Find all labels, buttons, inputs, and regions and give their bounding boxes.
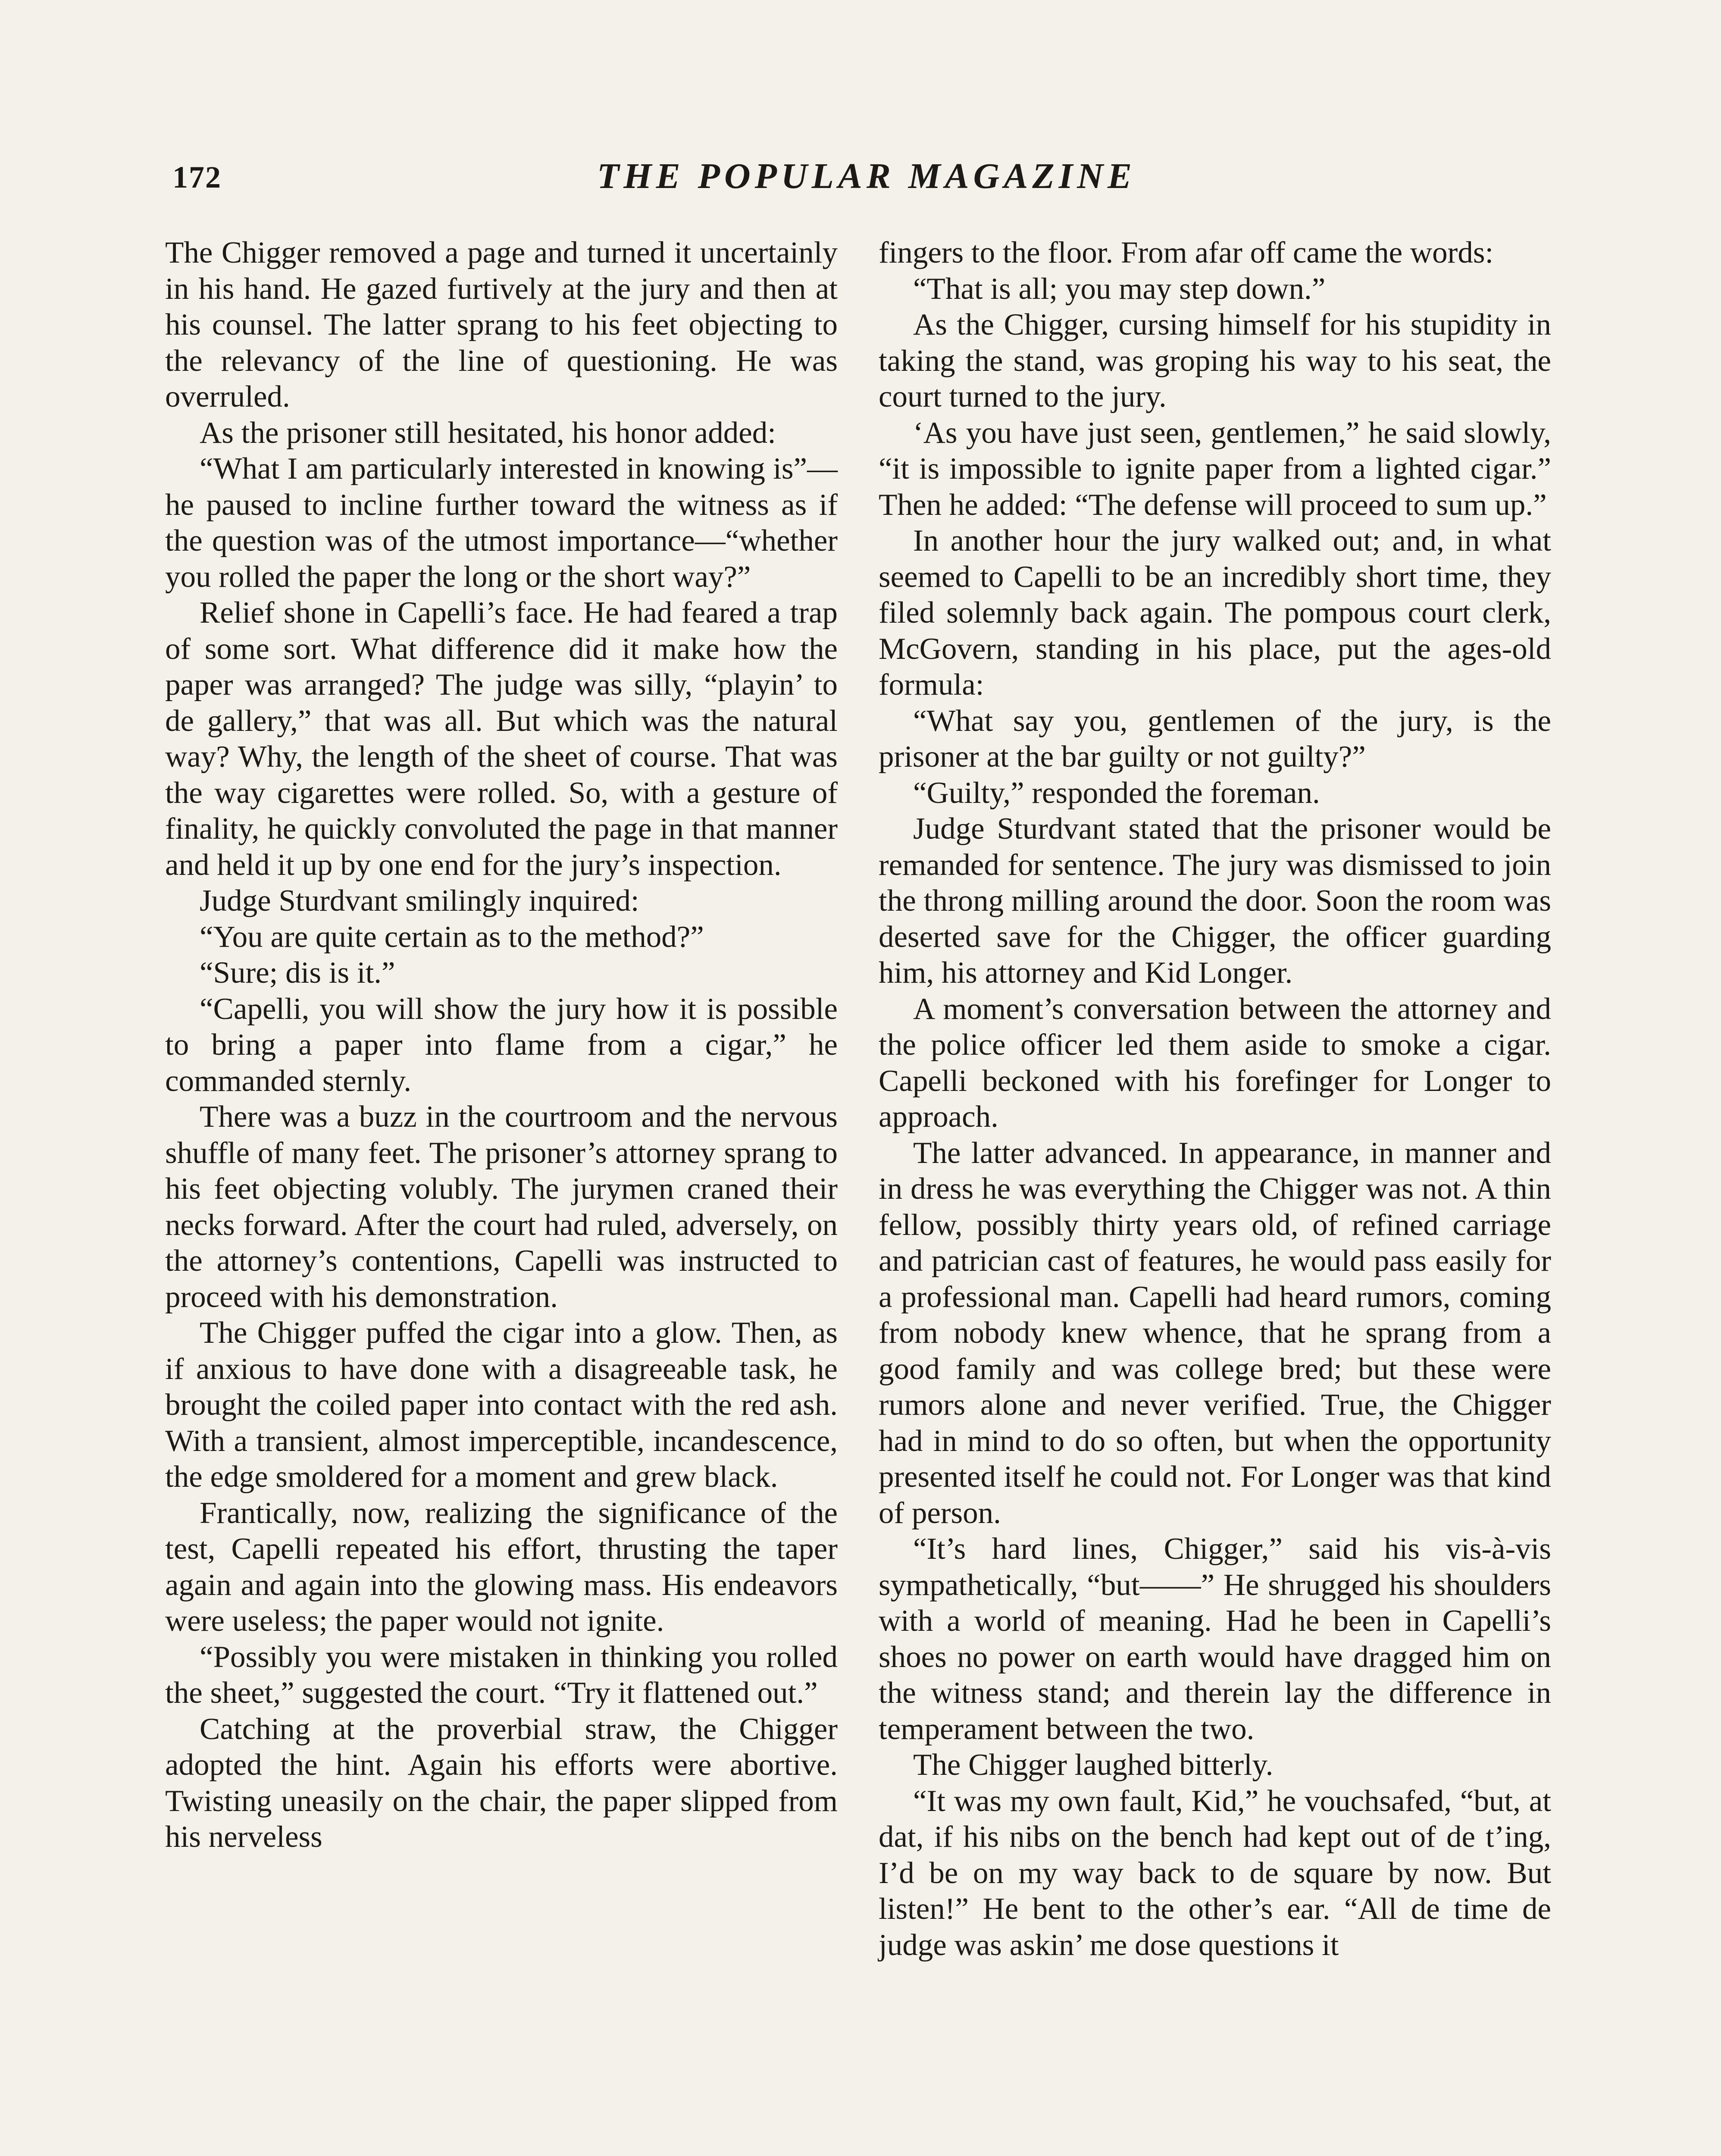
paragraph: “Possibly you were mistaken in thinking you rolled the sheet,” suggested the court. “Try it flattened out.”	[165, 1640, 838, 1710]
paragraph: As the prisoner still hesitated, his honor added:	[200, 416, 776, 450]
paragraph: “You are quite certain as to the method?”	[200, 920, 704, 954]
paragraph: The latter advanced. In appearance, in manner and in dress he was everything the Chigger was not. A thin fellow, possibly thirty years old, of refined carriage and patrician cast of features, he would pass easily for a professional man. Capelli had heard rumors, coming from nobody knew whence, that he sprang from a good family and was college bred; but these were rumors alone and never verified. True, the Chigger had in mind to do so often, but when the opportunity presented itself he could not. For Longer was that kind of person.	[879, 1136, 1551, 1530]
left-column	[165, 235, 838, 1855]
paragraph: Catching at the proverbial straw, the Chigger adopted the hint. Again his efforts were abortive. Twisting uneasily on the chair, the paper slipped from his nerveless	[165, 1712, 838, 1854]
right-column	[879, 235, 1551, 1963]
paragraph: ‘As you have just seen, gentlemen,” he said slowly, “it is impossible to ignite paper from a lighted cigar.” Then he added: “The defense will proceed to sum up.”	[879, 416, 1551, 522]
paragraph: “Sure; dis is it.”	[200, 956, 395, 990]
paragraph: Judge Sturdvant stated that the prisoner would be remanded for sentence. The jury was dismissed to join the throng milling around the door. Soon the room was deserted save for the Chigger, the officer guarding him, his attorney and Kid Longer.	[879, 812, 1551, 990]
running-title: THE POPULAR MAGAZINE	[597, 156, 1136, 196]
paragraph: Relief shone in Capelli’s face. He had feared a trap of some sort. What difference did it make how the paper was arranged? The judge was silly, “playin’ to de gallery,” that was all. But which was the natural way? Why, the length of the sheet of course. That was the way cigarettes were rolled. So, with a gesture of finality, he quickly convoluted the page in that manner and held it up by one end for the jury’s inspection.	[165, 596, 838, 882]
paragraph: The Chigger laughed bitterly.	[913, 1748, 1274, 1782]
paragraph: In another hour the jury walked out; and, in what seemed to Capelli to be an incredibly short time, they filed solemnly back again. The pompous court clerk, McGovern, standing in his place, put the ages-old formula:	[879, 524, 1551, 702]
page-number: 172	[172, 160, 222, 194]
paragraph: As the Chigger, cursing himself for his stupidity in taking the stand, was groping his way to his seat, the court turned to the jury.	[879, 308, 1551, 414]
paragraph: There was a buzz in the courtroom and the nervous shuffle of many feet. The prisoner’s attorney sprang to his feet objecting volubly. The jurymen craned their necks forward. After the court had ruled, adversely, on the attorney’s contentions, Capelli was instructed to proceed with his demonstration.	[165, 1100, 838, 1314]
paragraph: “It’s hard lines, Chigger,” said his vis-à-vis sympathetically, “but——” He shrugged his shoulders with a world of meaning. Had he been in Capelli’s shoes no power on earth would have dragged him on the witness stand; and therein lay the difference in temperament between the two.	[879, 1532, 1551, 1746]
paragraph: A moment’s conversation between the attorney and the police officer led them aside to smoke a cigar. Capelli beckoned with his forefinger for Longer to approach.	[879, 992, 1551, 1134]
paragraph: Judge Sturdvant smilingly inquired:	[200, 884, 639, 918]
paragraph: The Chigger puffed the cigar into a glow. Then, as if anxious to have done with a disagreeable task, he brought the coiled paper into contact with the red ash. With a transient, almost imperceptible, incandescence, the edge smoldered for a moment and grew black.	[165, 1316, 838, 1494]
paragraph: “What I am particularly interested in knowing is”—he paused to incline further toward the witness as if the question was of the utmost importance—“whether you rolled the paper the long or the short way?”	[165, 452, 838, 594]
paragraph: “It was my own fault, Kid,” he vouchsafed, “but, at dat, if his nibs on the bench had kept out of de t’ing, I’d be on my way back to de square by now. But listen!” He bent to the other’s ear. “All de time de judge was askin’ me dose questions it	[879, 1784, 1551, 1962]
paragraph: fingers to the floor. From afar off came the words:	[879, 236, 1494, 270]
paragraph: “Guilty,” responded the foreman.	[913, 776, 1320, 810]
page-header	[168, 142, 1565, 203]
paragraph: “Capelli, you will show the jury how it is possible to bring a paper into flame from a cigar,” he commanded sternly.	[165, 992, 838, 1098]
paragraph: The Chigger removed a page and turned it uncertainly in his hand. He gazed furtively at the jury and then at his counsel. The latter sprang to his feet objecting to the relevancy of the line of questioning. He was overruled.	[165, 236, 838, 414]
paragraph: “What say you, gentlemen of the jury, is the prisoner at the bar guilty or not guilty?”	[879, 704, 1551, 774]
paragraph: Frantically, now, realizing the significance of the test, Capelli repeated his effort, thrusting the taper again and again into the glowing mass. His endeavors were useless; the paper would not ignite.	[165, 1496, 838, 1638]
paragraph: “That is all; you may step down.”	[913, 272, 1326, 306]
